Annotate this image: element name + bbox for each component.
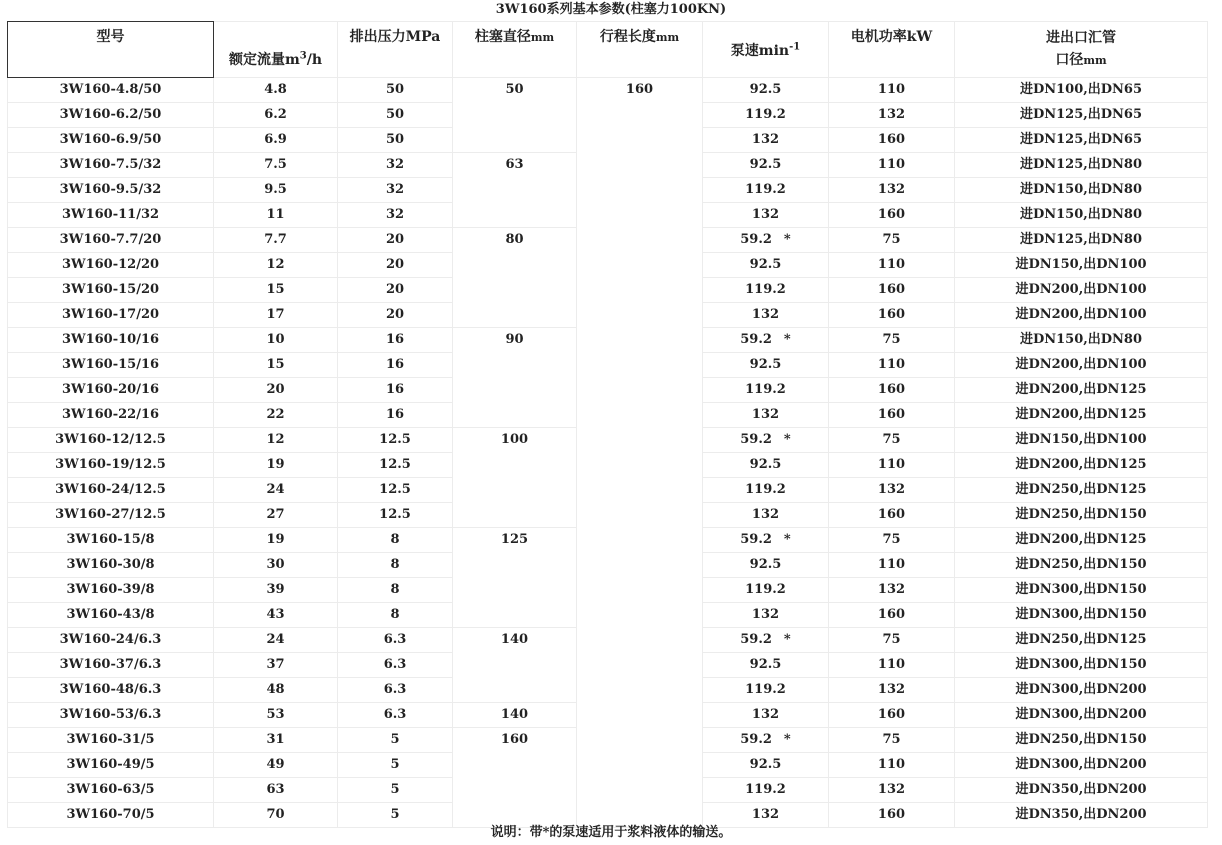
cell-pipe: 进DN200,出DN100 bbox=[955, 303, 1208, 328]
cell-power: 160 bbox=[829, 203, 955, 228]
speed-value: 92.5 bbox=[749, 757, 782, 772]
cell-model: 3W160-20/16 bbox=[8, 378, 214, 403]
cell-pressure: 8 bbox=[338, 553, 453, 578]
speed-value: 132 bbox=[751, 707, 780, 722]
speed-value: 132 bbox=[751, 307, 780, 322]
cell-model: 3W160-24/12.5 bbox=[8, 478, 214, 503]
footnote: 说明：带*的泵速适用于浆料液体的输送。 bbox=[490, 825, 732, 840]
speed-value: 92.5 bbox=[749, 157, 782, 172]
cell-flow: 6.2 bbox=[214, 103, 338, 128]
cell-power: 110 bbox=[829, 553, 955, 578]
cell-model: 3W160-4.8/50 bbox=[8, 78, 214, 103]
cell-flow: 19 bbox=[214, 528, 338, 553]
cell-flow: 15 bbox=[214, 278, 338, 303]
cell-flow: 43 bbox=[214, 603, 338, 628]
speed-value: 119.2 bbox=[745, 107, 786, 122]
cell-speed bbox=[703, 553, 829, 578]
header-pressure: 排出压力MPa bbox=[338, 22, 453, 78]
cell-speed bbox=[703, 528, 829, 553]
cell-power: 160 bbox=[829, 403, 955, 428]
cell-pipe: 进DN300,出DN150 bbox=[955, 653, 1208, 678]
cell-speed bbox=[703, 603, 829, 628]
cell-flow: 63 bbox=[214, 778, 338, 803]
cell-pipe: 进DN200,出DN100 bbox=[955, 278, 1208, 303]
cell-speed bbox=[703, 403, 829, 428]
cell-speed bbox=[703, 228, 829, 253]
cell-flow: 31 bbox=[214, 728, 338, 753]
cell-flow: 39 bbox=[214, 578, 338, 603]
cell-speed bbox=[703, 478, 829, 503]
cell-power: 132 bbox=[829, 178, 955, 203]
cell-pressure: 16 bbox=[338, 328, 453, 353]
parameter-table bbox=[7, 21, 1208, 828]
cell-pressure: 50 bbox=[338, 78, 453, 103]
cell-model: 3W160-70/5 bbox=[8, 803, 214, 828]
cell-power: 110 bbox=[829, 78, 955, 103]
cell-power: 75 bbox=[829, 228, 955, 253]
speed-value: 59.2 bbox=[740, 732, 772, 747]
speed-value: 92.5 bbox=[749, 657, 782, 672]
cell-pipe: 进DN125,出DN80 bbox=[955, 153, 1208, 178]
cell-pipe: 进DN200,出DN100 bbox=[955, 353, 1208, 378]
cell-power: 132 bbox=[829, 103, 955, 128]
cell-power: 160 bbox=[829, 128, 955, 153]
cell-speed bbox=[703, 203, 829, 228]
table-body bbox=[8, 78, 1208, 828]
cell-model: 3W160-27/12.5 bbox=[8, 503, 214, 528]
cell-pipe: 进DN250,出DN150 bbox=[955, 503, 1208, 528]
cell-speed bbox=[703, 153, 829, 178]
cell-flow: 11 bbox=[214, 203, 338, 228]
speed-value: 132 bbox=[751, 132, 780, 147]
cell-pressure: 5 bbox=[338, 803, 453, 828]
cell-power: 160 bbox=[829, 603, 955, 628]
cell-flow: 48 bbox=[214, 678, 338, 703]
speed-value: 59.2 bbox=[740, 632, 772, 647]
speed-value: 132 bbox=[751, 407, 780, 422]
speed-value: 132 bbox=[751, 507, 780, 522]
cell-flow: 27 bbox=[214, 503, 338, 528]
cell-model: 3W160-15/20 bbox=[8, 278, 214, 303]
cell-flow: 19 bbox=[214, 453, 338, 478]
cell-speed bbox=[703, 253, 829, 278]
cell-pipe: 进DN350,出DN200 bbox=[955, 778, 1208, 803]
header-model: 型号 bbox=[8, 22, 214, 78]
cell-pressure: 8 bbox=[338, 578, 453, 603]
cell-speed bbox=[703, 103, 829, 128]
cell-power: 160 bbox=[829, 503, 955, 528]
cell-model: 3W160-24/6.3 bbox=[8, 628, 214, 653]
table-row bbox=[8, 78, 1208, 103]
cell-pipe: 进DN300,出DN200 bbox=[955, 703, 1208, 728]
cell-model: 3W160-17/20 bbox=[8, 303, 214, 328]
cell-speed bbox=[703, 753, 829, 778]
cell-pressure: 32 bbox=[338, 178, 453, 203]
cell-flow: 17 bbox=[214, 303, 338, 328]
cell-flow: 12 bbox=[214, 253, 338, 278]
cell-pressure: 5 bbox=[338, 753, 453, 778]
cell-flow: 12 bbox=[214, 428, 338, 453]
cell-model: 3W160-48/6.3 bbox=[8, 678, 214, 703]
cell-model: 3W160-63/5 bbox=[8, 778, 214, 803]
speed-value: 132 bbox=[751, 607, 780, 622]
cell-pressure: 16 bbox=[338, 403, 453, 428]
cell-flow: 70 bbox=[214, 803, 338, 828]
cell-plunger: 63 bbox=[453, 153, 577, 228]
header-stroke: 行程长度mm bbox=[577, 22, 703, 78]
cell-power: 132 bbox=[829, 478, 955, 503]
cell-pipe: 进DN250,出DN125 bbox=[955, 628, 1208, 653]
cell-model: 3W160-7.7/20 bbox=[8, 228, 214, 253]
cell-power: 132 bbox=[829, 778, 955, 803]
cell-power: 75 bbox=[829, 528, 955, 553]
cell-pressure: 32 bbox=[338, 203, 453, 228]
cell-flow: 7.5 bbox=[214, 153, 338, 178]
speed-value: 119.2 bbox=[745, 682, 786, 697]
speed-value: 119.2 bbox=[745, 282, 786, 297]
speed-value: 92.5 bbox=[749, 357, 782, 372]
cell-pipe: 进DN125,出DN65 bbox=[955, 103, 1208, 128]
speed-value: 132 bbox=[751, 207, 780, 222]
cell-speed bbox=[703, 653, 829, 678]
star-mark: * bbox=[783, 432, 791, 447]
cell-pipe: 进DN200,出DN125 bbox=[955, 378, 1208, 403]
cell-power: 110 bbox=[829, 753, 955, 778]
cell-plunger: 125 bbox=[453, 528, 577, 628]
cell-pipe: 进DN100,出DN65 bbox=[955, 78, 1208, 103]
cell-plunger: 140 bbox=[453, 628, 577, 703]
cell-flow: 7.7 bbox=[214, 228, 338, 253]
cell-pressure: 6.3 bbox=[338, 703, 453, 728]
cell-speed bbox=[703, 503, 829, 528]
cell-speed bbox=[703, 728, 829, 753]
speed-value: 59.2 bbox=[740, 532, 772, 547]
cell-model: 3W160-10/16 bbox=[8, 328, 214, 353]
cell-pressure: 50 bbox=[338, 128, 453, 153]
cell-speed bbox=[703, 453, 829, 478]
cell-speed bbox=[703, 128, 829, 153]
cell-model: 3W160-43/8 bbox=[8, 603, 214, 628]
header-power: 电机功率kW bbox=[829, 22, 955, 78]
cell-model: 3W160-37/6.3 bbox=[8, 653, 214, 678]
cell-model: 3W160-12/12.5 bbox=[8, 428, 214, 453]
cell-model: 3W160-49/5 bbox=[8, 753, 214, 778]
cell-plunger: 160 bbox=[453, 728, 577, 828]
cell-pressure: 32 bbox=[338, 153, 453, 178]
cell-flow: 4.8 bbox=[214, 78, 338, 103]
cell-flow: 30 bbox=[214, 553, 338, 578]
cell-stroke: 160 bbox=[577, 78, 703, 828]
cell-pressure: 12.5 bbox=[338, 478, 453, 503]
cell-speed bbox=[703, 78, 829, 103]
cell-model: 3W160-12/20 bbox=[8, 253, 214, 278]
star-mark: * bbox=[783, 732, 791, 747]
cell-speed bbox=[703, 703, 829, 728]
cell-pressure: 20 bbox=[338, 278, 453, 303]
speed-value: 92.5 bbox=[749, 557, 782, 572]
cell-flow: 49 bbox=[214, 753, 338, 778]
cell-flow: 15 bbox=[214, 353, 338, 378]
cell-pipe: 进DN150,出DN80 bbox=[955, 328, 1208, 353]
cell-speed bbox=[703, 278, 829, 303]
star-mark: * bbox=[783, 632, 791, 647]
cell-power: 160 bbox=[829, 803, 955, 828]
cell-pressure: 5 bbox=[338, 778, 453, 803]
cell-power: 75 bbox=[829, 728, 955, 753]
cell-pipe: 进DN250,出DN150 bbox=[955, 728, 1208, 753]
speed-value: 119.2 bbox=[745, 782, 786, 797]
cell-power: 75 bbox=[829, 328, 955, 353]
speed-value: 92.5 bbox=[749, 257, 782, 272]
cell-pressure: 50 bbox=[338, 103, 453, 128]
cell-flow: 53 bbox=[214, 703, 338, 728]
cell-power: 110 bbox=[829, 453, 955, 478]
cell-model: 3W160-15/8 bbox=[8, 528, 214, 553]
cell-model: 3W160-6.9/50 bbox=[8, 128, 214, 153]
cell-power: 160 bbox=[829, 378, 955, 403]
cell-pipe: 进DN200,出DN125 bbox=[955, 403, 1208, 428]
cell-pressure: 16 bbox=[338, 353, 453, 378]
cell-model: 3W160-7.5/32 bbox=[8, 153, 214, 178]
cell-pressure: 12.5 bbox=[338, 428, 453, 453]
cell-pressure: 6.3 bbox=[338, 653, 453, 678]
cell-plunger: 100 bbox=[453, 428, 577, 528]
cell-pipe: 进DN250,出DN125 bbox=[955, 478, 1208, 503]
cell-pressure: 20 bbox=[338, 253, 453, 278]
speed-value: 92.5 bbox=[749, 82, 782, 97]
cell-speed bbox=[703, 778, 829, 803]
cell-pressure: 6.3 bbox=[338, 678, 453, 703]
cell-flow: 37 bbox=[214, 653, 338, 678]
cell-flow: 24 bbox=[214, 478, 338, 503]
cell-speed bbox=[703, 678, 829, 703]
cell-flow: 24 bbox=[214, 628, 338, 653]
header-flow: 额定流量$m^3/h$ bbox=[214, 22, 338, 78]
speed-value: 119.2 bbox=[745, 182, 786, 197]
cell-pressure: 12.5 bbox=[338, 503, 453, 528]
cell-model: 3W160-39/8 bbox=[8, 578, 214, 603]
cell-plunger: 90 bbox=[453, 328, 577, 428]
cell-model: 3W160-53/6.3 bbox=[8, 703, 214, 728]
cell-speed bbox=[703, 328, 829, 353]
cell-pressure: 20 bbox=[338, 303, 453, 328]
speed-value: 119.2 bbox=[745, 382, 786, 397]
cell-pipe: 进DN150,出DN80 bbox=[955, 203, 1208, 228]
speed-value: 119.2 bbox=[745, 582, 786, 597]
cell-flow: 10 bbox=[214, 328, 338, 353]
cell-model: 3W160-9.5/32 bbox=[8, 178, 214, 203]
cell-speed bbox=[703, 628, 829, 653]
cell-pipe: 进DN300,出DN150 bbox=[955, 603, 1208, 628]
cell-plunger: 80 bbox=[453, 228, 577, 328]
cell-pressure: 16 bbox=[338, 378, 453, 403]
cell-pipe: 进DN300,出DN150 bbox=[955, 578, 1208, 603]
cell-model: 3W160-15/16 bbox=[8, 353, 214, 378]
speed-value: 132 bbox=[751, 807, 780, 822]
cell-model: 3W160-22/16 bbox=[8, 403, 214, 428]
cell-pressure: 6.3 bbox=[338, 628, 453, 653]
cell-pipe: 进DN300,出DN200 bbox=[955, 753, 1208, 778]
cell-model: 3W160-6.2/50 bbox=[8, 103, 214, 128]
cell-pressure: 8 bbox=[338, 603, 453, 628]
cell-power: 160 bbox=[829, 703, 955, 728]
cell-pipe: 进DN150,出DN100 bbox=[955, 428, 1208, 453]
cell-pipe: 进DN350,出DN200 bbox=[955, 803, 1208, 828]
cell-power: 110 bbox=[829, 353, 955, 378]
cell-speed bbox=[703, 578, 829, 603]
header-pipe: 进出口汇管 口径mm bbox=[955, 22, 1208, 78]
cell-power: 132 bbox=[829, 678, 955, 703]
cell-speed bbox=[703, 303, 829, 328]
cell-pipe: 进DN125,出DN80 bbox=[955, 228, 1208, 253]
cell-pipe: 进DN150,出DN100 bbox=[955, 253, 1208, 278]
table-title: 3W160系列基本参数(柱塞力100KN) bbox=[495, 2, 727, 17]
cell-flow: 9.5 bbox=[214, 178, 338, 203]
cell-pipe: 进DN150,出DN80 bbox=[955, 178, 1208, 203]
cell-model: 3W160-30/8 bbox=[8, 553, 214, 578]
cell-model: 3W160-11/32 bbox=[8, 203, 214, 228]
cell-power: 160 bbox=[829, 303, 955, 328]
speed-value: 59.2 bbox=[740, 232, 772, 247]
cell-plunger: 50 bbox=[453, 78, 577, 153]
cell-power: 110 bbox=[829, 253, 955, 278]
cell-power: 110 bbox=[829, 653, 955, 678]
cell-flow: 6.9 bbox=[214, 128, 338, 153]
cell-speed bbox=[703, 178, 829, 203]
star-mark: * bbox=[783, 532, 791, 547]
cell-speed bbox=[703, 378, 829, 403]
cell-speed bbox=[703, 353, 829, 378]
cell-power: 110 bbox=[829, 153, 955, 178]
cell-power: 160 bbox=[829, 278, 955, 303]
cell-pressure: 5 bbox=[338, 728, 453, 753]
star-mark: * bbox=[783, 232, 791, 247]
speed-value: 92.5 bbox=[749, 457, 782, 472]
speed-value: 119.2 bbox=[745, 482, 786, 497]
cell-pressure: 20 bbox=[338, 228, 453, 253]
cell-flow: 22 bbox=[214, 403, 338, 428]
cell-model: 3W160-31/5 bbox=[8, 728, 214, 753]
cell-power: 132 bbox=[829, 578, 955, 603]
cell-model: 3W160-19/12.5 bbox=[8, 453, 214, 478]
cell-pipe: 进DN300,出DN200 bbox=[955, 678, 1208, 703]
cell-pipe: 进DN200,出DN125 bbox=[955, 528, 1208, 553]
speed-value: 59.2 bbox=[740, 332, 772, 347]
cell-power: 75 bbox=[829, 628, 955, 653]
cell-pressure: 12.5 bbox=[338, 453, 453, 478]
cell-pressure: 8 bbox=[338, 528, 453, 553]
cell-plunger: 140 bbox=[453, 703, 577, 728]
speed-value: 59.2 bbox=[740, 432, 772, 447]
cell-power: 75 bbox=[829, 428, 955, 453]
cell-pipe: 进DN200,出DN125 bbox=[955, 453, 1208, 478]
cell-pipe: 进DN125,出DN65 bbox=[955, 128, 1208, 153]
cell-speed bbox=[703, 428, 829, 453]
header-row bbox=[8, 22, 1208, 78]
header-speed: 泵速$\min^{-1}$ bbox=[703, 22, 829, 78]
cell-flow: 20 bbox=[214, 378, 338, 403]
header-plunger: 柱塞直径mm bbox=[453, 22, 577, 78]
cell-pipe: 进DN250,出DN150 bbox=[955, 553, 1208, 578]
star-mark: * bbox=[783, 332, 791, 347]
